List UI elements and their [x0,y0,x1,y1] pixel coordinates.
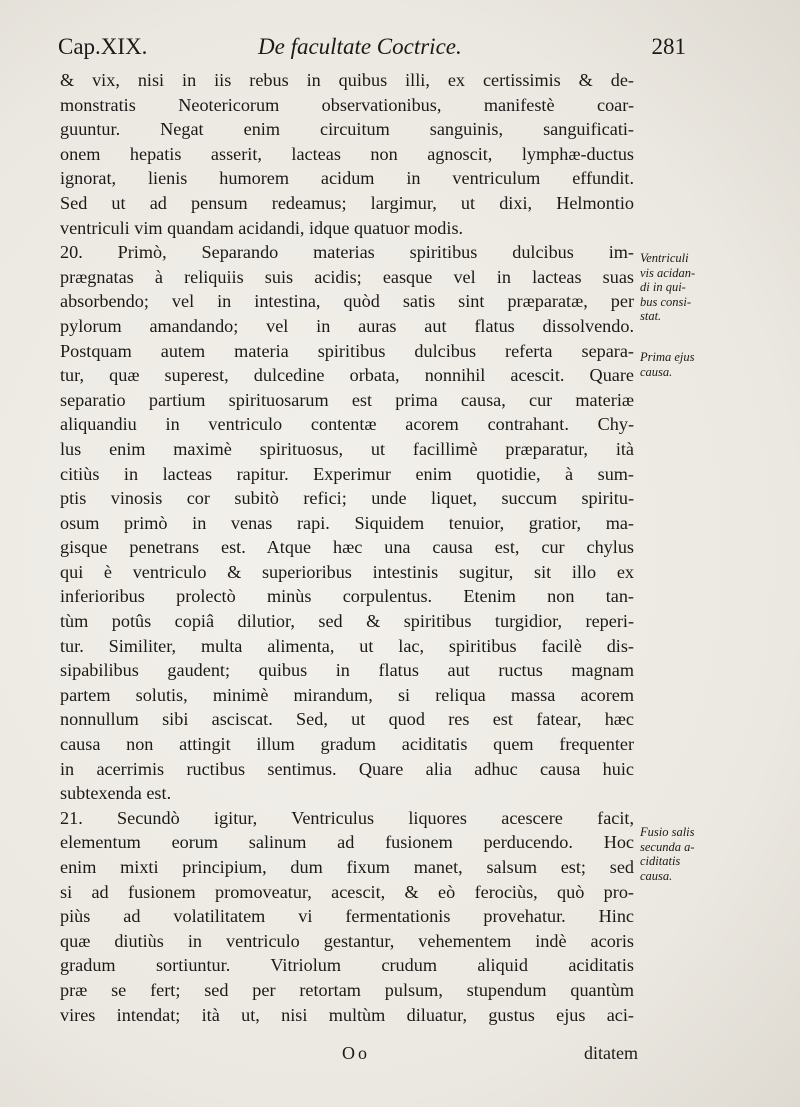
signature-mark: Oo [342,1043,370,1063]
marginal-note-line: causa. [640,868,673,883]
text-line: onem hepatis asserit, lacteas non agnoscit, lymphæ-ductus [60,143,634,164]
text-line: tur. Similiter, multa alimenta, ut lac, spiritibus facilè dis- [60,635,634,656]
text-line: quæ diutiùs in ventriculo gestantur, vehementem indè acoris [60,930,634,951]
running-title: De facultate Coctrice. [258,34,462,59]
text-line: elementum eorum salinum ad fusionem perducendo. Hoc [60,832,634,853]
chapter-label: Cap.XIX. [58,34,148,59]
text-line: citiùs in lacteas rapitur. Experimur enim quotidie, à sum- [60,463,634,484]
text-line: vires intendat; ità ut, nisi multùm diluatur, gustus ejus aci- [60,1004,634,1025]
catchword: ditatem [584,1043,638,1063]
text-line: absorbendo; vel in intestina, quòd satis sint præparatæ, per [60,291,634,312]
marginal-note-line: Prima ejus [640,350,695,364]
text-line: 21. Secundò igitur, Ventriculus liquores acescere facit, [60,807,634,828]
marginal-note-line: stat. [640,309,662,323]
marginal-note-line: di in qui- [640,280,686,294]
text-line: nonnullum sibi asciscat. Sed, ut quod res est fatear, hæc [60,709,634,730]
text-line: monstratis Neotericorum observationibus, manifestè coar- [60,94,634,115]
text-line: præ se fert; sed per retortam pulsum, stupendum quantùm [60,979,634,1000]
text-line: inferioribus prolectò minùs corpulentus. Etenim non tan- [60,586,634,607]
marginal-note-line: Ventriculi [640,251,689,265]
text-line: ignorat, lienis humorem acidum in ventriculum effundit. [60,168,634,189]
text-line: sipabilibus gaudent; quibus in flatus aut ructus magnam [60,660,634,681]
marginal-note-line: causa. [640,364,673,379]
text-line: aliquandiu in ventriculo contentæ acorem contrahant. Chy- [60,414,634,435]
marginal-note-2 [640,350,740,379]
text-line: partem solutis, minimè mirandum, si reliqua massa acorem [60,684,634,705]
text-line: guuntur. Negat enim circuitum sanguinis, sanguificati- [60,119,634,140]
text-line: enim mixti principium, dum fixum manet, salsum est; sed [60,857,634,877]
marginal-note-line: vis acidan- [640,265,696,280]
text-line: pylorum amandando; vel in auras aut flatus dissolvendo. [60,315,634,336]
text-line: tur, quæ superest, dulcedine orbata, nonnihil acescit. Quare [60,365,634,386]
marginal-note-line: bus consi- [640,294,692,309]
text-line: Sed ut ad pensum redeamus; largimur, ut dixi, Helmontio [60,192,634,213]
text-line: tùm potûs copiâ dilutior, sed & spiritibus turgidior, reperi- [60,611,634,632]
text-line: 20. Primò, Separando materias spiritibus dulcibus im- [60,242,634,263]
text-line: osum primò in venas rapi. Siquidem tenuior, gratior, ma- [60,512,634,533]
text-line: prægnatas à reliquiis suis acidis; easque vel in lacteas suas [60,266,634,287]
marginal-note-1 [640,251,740,324]
text-line: subtexenda est. [60,783,172,804]
marginal-note-line: secunda a- [640,839,695,854]
running-header [58,34,686,64]
text-line: ventriculi vim quandam acidandi, idque quatuor modis. [60,217,464,238]
text-line: in acerrimis ructibus sentimus. Quare alia adhuc causa huic [60,758,634,779]
text-line: si ad fusionem promoveatur, acescit, & eò ferociùs, quò pro- [60,881,634,902]
text-line: piùs ad volatilitatem vi fermentationis provehatur. Hinc [60,906,634,927]
page-footer [60,1043,638,1067]
text-line: separatio partium spirituosarum est prima causa, cur materiæ [60,389,634,410]
text-line: causa non attingit illum gradum aciditatis quem frequenter [60,734,634,755]
marginal-note-line: ciditatis [640,854,681,868]
text-line: ptis vinosis cor subitò refici; unde liquet, succum spiritu- [60,488,634,509]
marginal-note-3 [640,825,740,883]
page-number: 281 [651,34,686,59]
text-line: gisque penetrans est. Atque hæc una causa est, cur chylus [60,537,634,558]
text-line: lus enim maximè spirituosus, ut facillimè præparatur, ità [60,438,634,459]
body-text [60,68,634,1027]
text-line: qui è ventriculo & superioribus intestinis sugitur, sit illo ex [60,561,634,582]
text-line: Postquam autem materia spiritibus dulcibus referta separa- [60,340,634,361]
marginal-note-line: Fusio salis [640,825,695,839]
text-line: & vix, nisi in iis rebus in quibus illi, ex certissimis & de- [60,70,634,90]
text-line: gradum sortiuntur. Vitriolum crudum aliquid aciditatis [60,955,634,976]
bleed-through-mark [672,520,675,562]
